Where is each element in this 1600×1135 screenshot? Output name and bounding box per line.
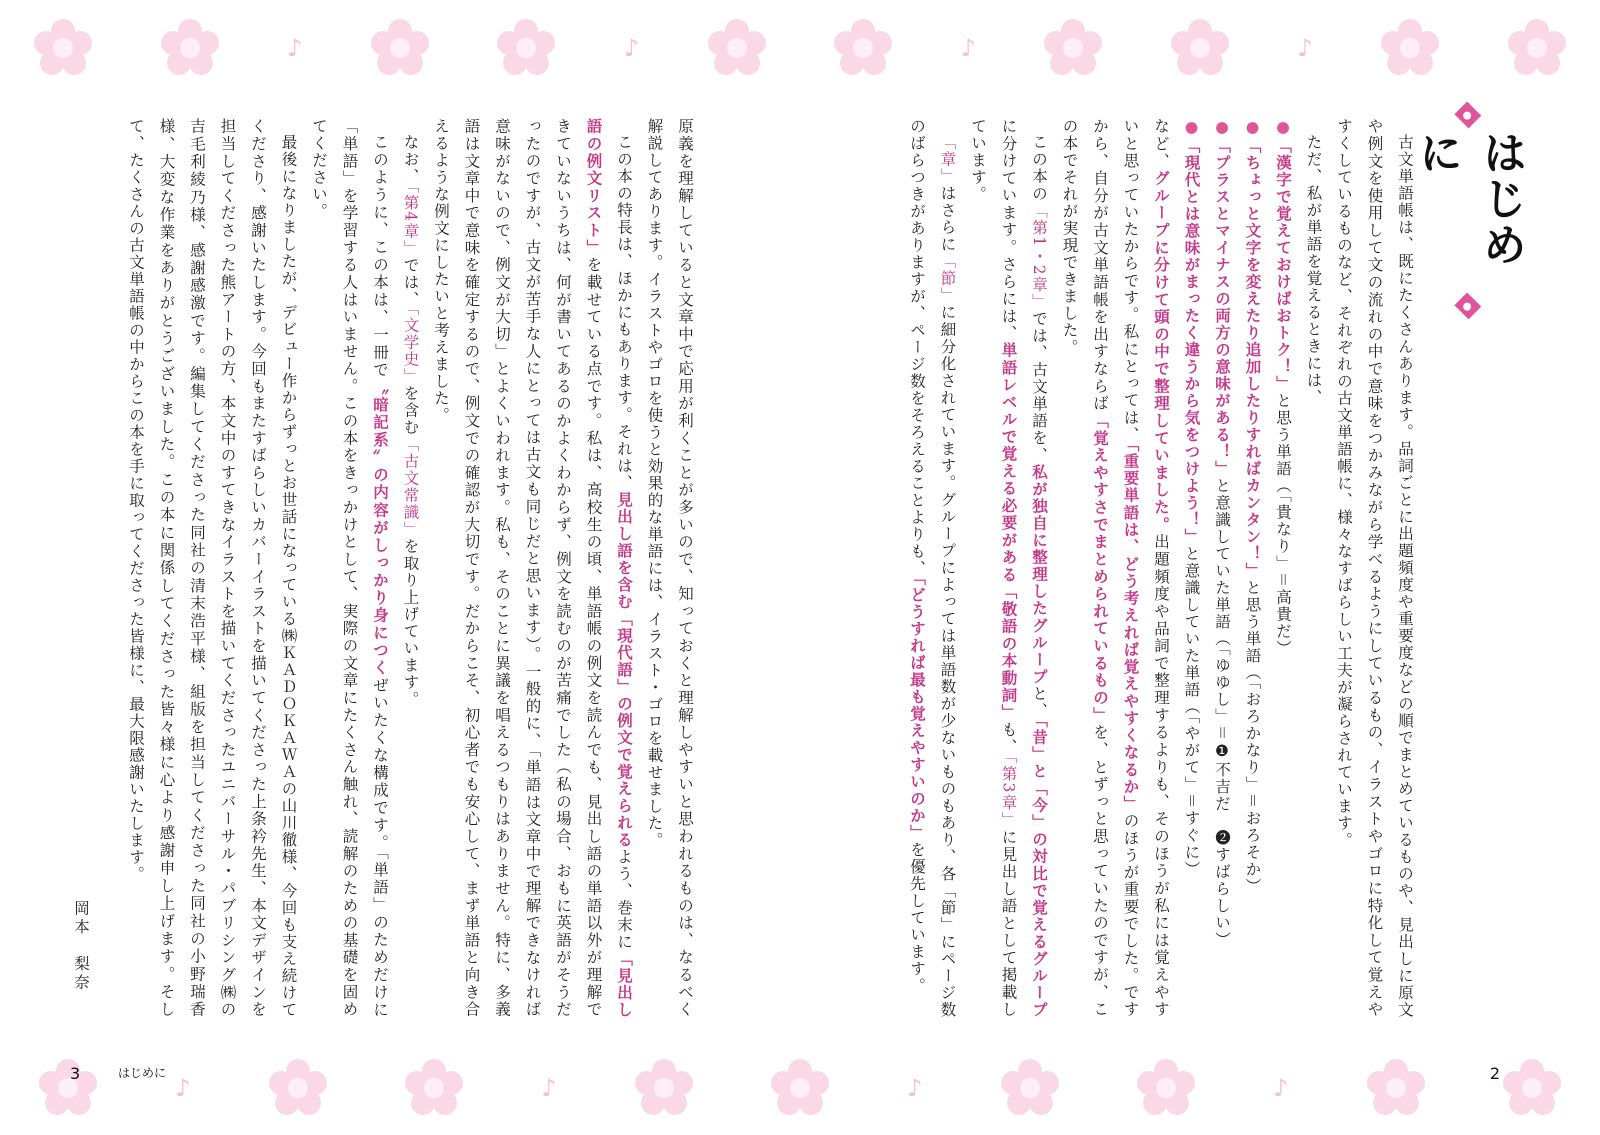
text: この本の: [1030, 133, 1048, 202]
text: では、古文単語を、: [1030, 309, 1048, 464]
paragraph: ただ、私が単語を覚えるときには、: [1304, 133, 1323, 406]
flower-icon: [1171, 19, 1229, 77]
highlight-text: 「古文常識」: [401, 435, 420, 538]
highlight-text: 〝暗記系〟の内容がしっかり身につく: [371, 378, 389, 677]
text: 出題頻度や品詞で整理するよりも、そのほうが私には覚えやすいと思っていたからです。私にとっては、: [1121, 118, 1170, 1018]
music-note-icon: ♪: [1273, 1073, 1289, 1102]
text: を含む: [401, 384, 420, 436]
bullet-item: [1207, 118, 1238, 1018]
highlight-text: 「文学史」: [401, 307, 420, 385]
highlight-text: 私が独自に整理したグループ: [1030, 463, 1048, 685]
bullet-dot-icon: ●: [1182, 118, 1201, 138]
page-title: [1411, 100, 1526, 320]
flower-icon: [1503, 1059, 1561, 1117]
text: を載せている点です。私は、高校生の頃、単語帳の例文を読んでも、見出し語の単語以外が理解できていないうちは、何が書いてあるのかよくわからず、例文を読むのが苦痛でした（私の場合、おもに英語がそうだったのですが、古文が苦手な人にとっては古文も同じだと思います）。一般的に、「単語は文章中で理解できなければ意味がないので、例文が大切」とよくいわれます。私も、そのことに異議を唱えるつもりはありません。特に、多義語は文章中で意味を確定するので、例文での確認が大切です。だからこそ、初心者でも安心して、まず単語と向き合えるような例文にしたいと考えました。: [432, 118, 603, 1018]
flower-icon: [635, 1059, 693, 1117]
flower-icon: [1367, 1059, 1425, 1117]
text: を取り上げています。: [401, 537, 420, 708]
paragraph: [1054, 118, 1176, 1018]
bullet-item: [1237, 118, 1268, 1018]
paragraph: [902, 118, 963, 1018]
bullet-item: [1268, 118, 1299, 1018]
music-note-icon: ♪: [960, 33, 976, 62]
flower-icon: [405, 1059, 463, 1117]
highlight-text: 「プラスとマイナスの両方の意味がある！」: [1213, 137, 1231, 478]
flower-icon: [1001, 1059, 1059, 1117]
highlight-text: 「覚えやすさでまとめられているもの」: [1091, 412, 1109, 724]
highlight-text: 見出し語を含む「現代語」の例文で覚えられる: [615, 490, 633, 848]
text: このように、この本は、一冊で: [371, 133, 389, 379]
highlight-text: 「第3章」: [999, 755, 1018, 829]
text: よう、巻末に: [615, 847, 633, 950]
text: に細分化されています。グループによっては単語数が少ないものもあり、各「節」にページ数のばらつきがありますが、ページ数をそろえることよりも、: [908, 118, 957, 1018]
bullet-dot-icon: ●: [1243, 118, 1262, 138]
paragraph: [963, 118, 1055, 1018]
text: はさらに: [938, 184, 957, 253]
highlight-text: 「第4章」: [401, 184, 420, 257]
flower-icon: [1381, 19, 1439, 77]
paragraph: 古文単語帳は、既にたくさんあります。品詞ごとに出題頻度や重要度などの順でまとめているものや、見出しに原文や例文を使用して文の流れの中で意味をつかみながら学べるようにしているもの、イラストやゴロに特化して覚えやすくしているものなど、それぞれの古文単語帳に、様々なすばらしい工夫が凝らされています。: [1335, 118, 1414, 1018]
highlight-text: 「見出し語の例文リスト」: [584, 118, 633, 1018]
flower-icon: [834, 19, 892, 77]
paragraph: 最後になりましたが、デビュー作からずっとお世話になっている㈱ＫＡＤＯＫＡＷＡの山川徹様、今回も支え続けてくださり、感謝いたします。今回もまたすばらしいカバーイラストを描いてくださった上条衿先生、本文デザインを担当してくださった熊アートの方、本文中のすてきなイラストを描いてくださったユニバーサル・パブリシング㈱の吉毛利綾乃様、感謝感激です。編集してくださった同社の清末浩平様、組版を担当してくださった同社の小野瑞香様、大変な作業をありがとうございました。この本に関係してくださった皆々様に心より感謝申し上げます。そして、たくさんの古文単語帳の中からこの本を手に取ってくださった皆様に、最大限感謝いたします。: [127, 118, 298, 1018]
text: など、: [1152, 118, 1170, 170]
music-note-icon: ♪: [623, 33, 640, 62]
flower-icon: [269, 1059, 327, 1117]
paragraph: 原義を理解していると文章中で応用が利くことが多いので、知っておくと理解しやすいと思われるものは、なるべく解説してあります。イラストやゴロを使うと効果的な単語には、イラスト・ゴロを載せました。: [645, 118, 694, 1018]
paragraph: [304, 118, 396, 1018]
top-flower-border: [0, 0, 1600, 95]
music-note-icon: ♪: [907, 1073, 923, 1102]
highlight-text: 「ちょっと文字を変えたり追加したりすればカンタン！」: [1243, 137, 1262, 580]
diamond-icon: [1455, 101, 1482, 128]
text: ぜいたくな構成です。「単語」のためだけに「単語」を学習する人はいません。この本をきっかけとして、実際の文章にたくさん触れ、読解のための基礎を固めてください。: [310, 118, 389, 1018]
flower-icon: [161, 19, 219, 77]
highlight-text: 「昔」と「今」の対比で覚えるグループ: [1030, 718, 1048, 1018]
bullet-text: と思う単語（「貴なり」＝高貴だ）: [1274, 392, 1292, 657]
diamond-icon: [1455, 292, 1482, 319]
highlight-text: グループに分けて頭の中で整理していました。: [1152, 169, 1170, 534]
bullet-item: [1176, 118, 1207, 1018]
music-note-icon: ♪: [541, 1073, 557, 1102]
right-page-body: [860, 118, 1420, 1018]
flower-icon: [39, 1059, 97, 1117]
text: では、: [401, 256, 420, 308]
page-title-text: はじめに: [1411, 129, 1526, 268]
highlight-text: 「節」: [938, 252, 957, 304]
highlight-text: 「漢字で覚えておけばおトク！」: [1274, 137, 1292, 393]
left-page-body: [120, 118, 700, 1018]
flower-icon: [371, 19, 429, 77]
highlight-text: 「どうすれば最も覚えやすいのか」: [908, 577, 926, 842]
flower-icon: [1137, 1059, 1195, 1117]
text: この本の特長は、ほかにもあります。それは、: [615, 133, 633, 491]
bullet-text: と意識していた単語（「ゆゆし」＝❶不吉だ ❷すばらしい）: [1213, 477, 1231, 949]
text: なお、: [401, 133, 420, 185]
flower-icon: [771, 1059, 829, 1117]
music-note-icon: ♪: [175, 1073, 191, 1102]
paragraph: [395, 118, 426, 1018]
text: のほうが重要でした。ですから、自分が古文単語帳を出すならば: [1091, 118, 1140, 1018]
page-number-left: 3: [70, 1064, 81, 1083]
bottom-flower-border: [0, 1040, 1600, 1135]
text: を、とずっと思っていたのですが、この本でそれが実現できました。: [1060, 118, 1109, 1018]
music-note-icon: ♪: [287, 33, 303, 62]
bullet-dot-icon: ●: [1213, 118, 1231, 138]
flower-icon: [497, 19, 555, 77]
highlight-text: 単語レベルで覚える必要がある「敬語の本動詞」: [999, 342, 1018, 722]
highlight-text: 「第1・2章」: [1030, 201, 1048, 310]
page-number-right: 2: [1489, 1064, 1500, 1083]
highlight-text: 「章」: [938, 133, 957, 185]
bullet-text: と意識していた単語（「やがて」＝すぐに）: [1182, 545, 1201, 878]
text: を優先しています。: [908, 841, 926, 995]
paragraph: [426, 118, 640, 1018]
flower-icon: [34, 19, 92, 77]
text: と、: [1030, 684, 1048, 719]
text: も、: [999, 721, 1018, 756]
flower-icon: [1044, 19, 1102, 77]
bullet-text: と思う単語（「おろかなり」＝おろそか）: [1243, 579, 1262, 895]
text: に見出し語として掲載しています。: [969, 118, 1018, 1018]
highlight-text: 「重要単語は、どう考えれば覚えやすくなるか」: [1121, 443, 1140, 813]
flower-icon: [1508, 19, 1566, 77]
bullet-dot-icon: ●: [1274, 118, 1292, 138]
running-title: はじめに: [118, 1066, 167, 1080]
highlight-text: 「現代とは意味がまったく違うから気をつけよう！」: [1182, 137, 1201, 546]
author-name: 岡本 梨奈: [72, 900, 90, 993]
text: に分けています。さらには、: [999, 118, 1018, 343]
music-note-icon: ♪: [1297, 33, 1313, 62]
flower-icon: [708, 19, 766, 77]
